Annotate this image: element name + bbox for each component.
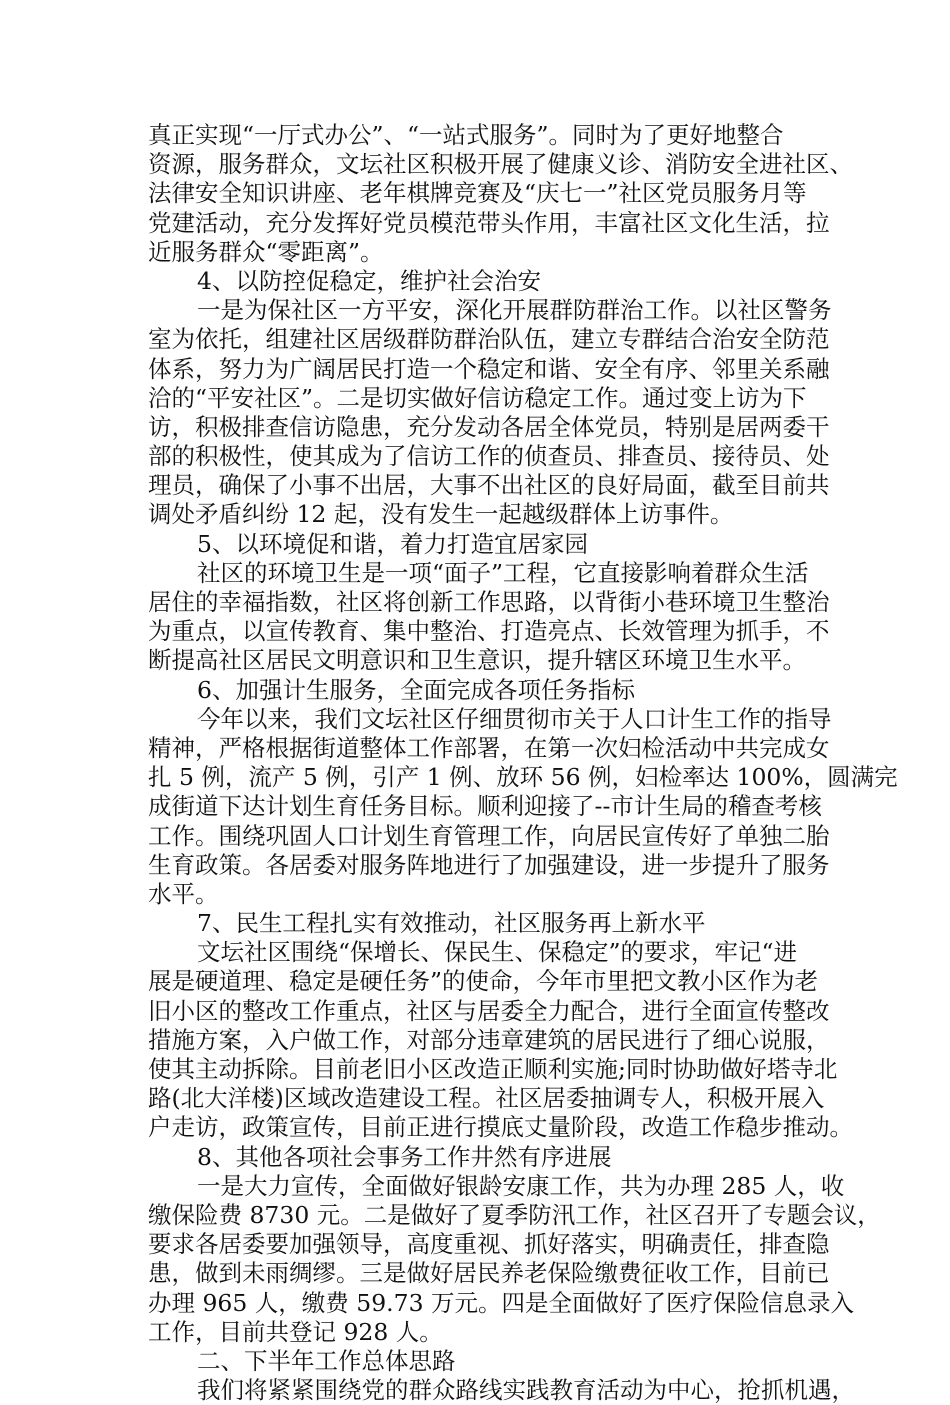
text-line: 扎 5 例，流产 5 例，引产 1 例、放环 56 例，妇检率达 100%，圆满完 <box>148 763 898 792</box>
text-line: 今年以来，我们文坛社区仔细贯彻市关于人口计生工作的指导 <box>197 704 832 733</box>
text-line: 室为依托，组建社区居级群防群治队伍，建立专群结合治安全防范 <box>148 325 830 354</box>
text-line: 我们将紧紧围绕党的群众路线实践教育活动为中心，抢抓机遇， <box>197 1376 855 1405</box>
text-line: 展是硬道理、稳定是硬任务”的使命，今年市里把文教小区作为老 <box>148 967 819 996</box>
text-line: 资源，服务群众，文坛社区积极开展了健康义诊、消防安全进社区、 <box>148 150 853 179</box>
text-line: 缴保险费 8730 元。二是做好了夏季防汛工作，社区召开了专题会议， <box>148 1200 881 1229</box>
text-line: 真正实现“一厅式办公”、“一站式服务”。同时为了更好地整合 <box>148 121 784 149</box>
text-line: 部的积极性，使其成为了信访工作的侦查员、排查员、接待员、处 <box>148 442 830 471</box>
text-line: 一是为保社区一方平安，深化开展群防群治工作。以社区警务 <box>197 296 832 325</box>
text-line: 路(北大洋楼)区域改造建设工程。社区居委抽调专人，积极开展入 <box>148 1084 825 1113</box>
text-line: 办理 965 人，缴费 59.73 万元。四是全面做好了医疗保险信息录入 <box>148 1288 855 1317</box>
text-line: 4、以防控促稳定，维护社会治安 <box>197 266 541 295</box>
text-line: 水平。 <box>148 879 219 908</box>
text-line: 旧小区的整改工作重点，社区与居委全力配合，进行全面宣传整改 <box>148 996 830 1025</box>
text-line: 精神，严格根据街道整体工作部署，在第一次妇检活动中共完成女 <box>148 733 830 762</box>
text-line: 工作。围绕巩固人口计划生育管理工作，向居民宣传好了单独二胎 <box>148 821 830 850</box>
text-line: 体系，努力为广阔居民打造一个稳定和谐、安全有序、邻里关系融 <box>148 354 830 383</box>
text-line: 患，做到未雨绸缪。三是做好居民养老保险缴费征收工作，目前已 <box>148 1259 830 1288</box>
text-line: 访，积极排查信访隐患，充分发动各居全体党员，特别是居两委干 <box>148 412 830 441</box>
text-line: 一是大力宣传，全面做好银龄安康工作，共为办理 285 人，收 <box>197 1171 845 1200</box>
text-line: 6、加强计生服务，全面完成各项任务指标 <box>197 675 635 704</box>
text-line: 文坛社区围绕“保增长、保民生、保稳定”的要求，牢记“进 <box>197 938 798 967</box>
text-line: 成街道下达计划生育任务目标。顺利迎接了--市计生局的稽查考核 <box>148 792 822 821</box>
document-page <box>148 121 898 1405</box>
text-line: 为重点，以宣传教育、集中整治、打造亮点、长效管理为抓手，不 <box>148 617 830 646</box>
text-line: 党建活动，充分发挥好党员模范带头作用，丰富社区文化生活，拉 <box>148 208 830 237</box>
text-line: 理员，确保了小事不出居，大事不出社区的良好局面，截至目前共 <box>148 471 830 500</box>
text-line: 调处矛盾纠纷 12 起，没有发生一起越级群体上访事件。 <box>148 500 734 529</box>
text-line: 措施方案，入户做工作，对部分违章建筑的居民进行了细心说服， <box>148 1025 830 1054</box>
text-line: 法律安全知识讲座、老年棋牌竞赛及“庆七一”社区党员服务月等 <box>148 179 807 208</box>
text-line: 7、民生工程扎实有效推动，社区服务再上新水平 <box>197 909 706 938</box>
text-line: 洽的“平安社区”。二是切实做好信访稳定工作。通过变上访为下 <box>148 383 807 412</box>
text-line: 生育政策。各居委对服务阵地进行了加强建设，进一步提升了服务 <box>148 850 830 879</box>
text-line: 8、其他各项社会事务工作井然有序进展 <box>197 1142 612 1171</box>
text-line: 社区的环境卫生是一项“面子”工程，它直接影响着群众生活 <box>197 558 809 587</box>
text-line: 二、下半年工作总体思路 <box>197 1346 456 1375</box>
text-line: 要求各居委要加强领导，高度重视、抓好落实，明确责任，排查隐 <box>148 1230 830 1259</box>
text-line: 5、以环境促和谐，着力打造宜居家园 <box>197 529 588 558</box>
text-line: 断提高社区居民文明意识和卫生意识，提升辖区环境卫生水平。 <box>148 646 806 675</box>
text-line: 居住的幸福指数，社区将创新工作思路，以背街小巷环境卫生整治 <box>148 588 830 616</box>
text-line: 工作，目前共登记 928 人。 <box>148 1317 443 1346</box>
text-line: 近服务群众“零距离”。 <box>148 237 384 266</box>
text-line: 户走访，政策宣传，目前正进行摸底丈量阶段，改造工作稳步推动。 <box>148 1113 853 1142</box>
text-line: 使其主动拆除。目前老旧小区改造正顺利实施;同时协助做好塔寺北 <box>148 1055 838 1083</box>
